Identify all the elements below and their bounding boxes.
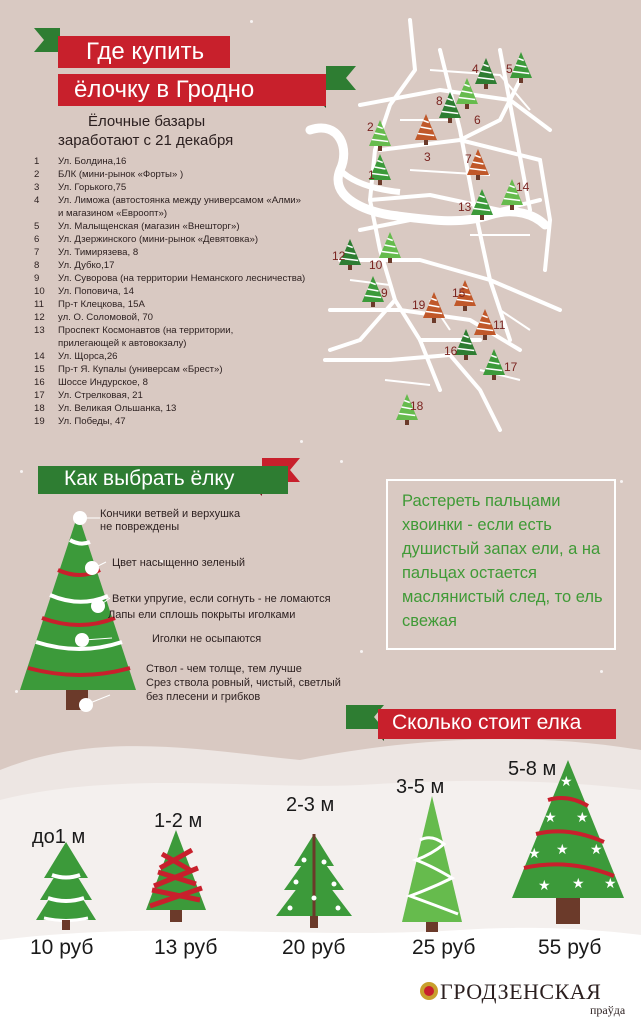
brand-sub: праўда xyxy=(590,1003,626,1017)
price-2: 13 руб xyxy=(154,936,218,959)
map-number: 16 xyxy=(444,344,458,358)
size-label-3: 2-3 м xyxy=(286,794,335,816)
market-number: 4 xyxy=(34,195,40,206)
market-address: Ул. Победы, 47 xyxy=(58,416,126,427)
brand-name: ГРОДЗЕНСКАЯ xyxy=(440,979,602,1004)
svg-text:★: ★ xyxy=(572,876,585,892)
market-address: прилегающей к автовокзалу) xyxy=(58,338,187,349)
map-number: 6 xyxy=(474,113,481,127)
map-number: 7 xyxy=(465,152,472,166)
map-number: 8 xyxy=(436,94,443,108)
map-number: 12 xyxy=(332,249,346,263)
market-address: Ул. Щорса,26 xyxy=(58,351,118,362)
tip-text: Срез ствола ровный, чистый, светлый xyxy=(146,677,341,689)
market-address: Ул. Дзержинского (мини-рынок «Девятовка») xyxy=(58,234,259,245)
market-address: Проспект Космонавтов (на территории, xyxy=(58,325,234,336)
map-tree-icon xyxy=(471,189,493,220)
subtitle-line1: Ёлочные базары xyxy=(88,113,206,130)
price-5: 55 руб xyxy=(538,936,602,959)
tip-text: Иголки не осыпаются xyxy=(152,633,262,645)
svg-text:★: ★ xyxy=(576,810,589,826)
choose-title: Как выбрать ёлку xyxy=(64,467,235,490)
market-number: 11 xyxy=(34,299,44,310)
map-number: 1 xyxy=(368,168,375,182)
tree-stars-icon xyxy=(512,760,624,924)
map-number: 4 xyxy=(472,62,479,76)
size-label-2: 1-2 м xyxy=(154,810,203,832)
map-number: 9 xyxy=(381,286,388,300)
tree-small-icon xyxy=(36,842,96,930)
tip-text: Цвет насыщенно зеленый xyxy=(112,557,246,569)
svg-text:★: ★ xyxy=(604,876,617,892)
map-number: 10 xyxy=(369,258,383,272)
price-title: Сколько стоит елка xyxy=(392,711,582,734)
svg-text:★: ★ xyxy=(560,774,573,790)
subtitle-line2: заработают с 21 декабря xyxy=(58,132,234,149)
tree-striped-icon xyxy=(146,830,206,922)
size-label-4: 3-5 м xyxy=(396,776,445,798)
map-tree-icon xyxy=(423,292,445,323)
market-number: 19 xyxy=(34,416,45,427)
market-address: Ул. Стрелковая, 21 xyxy=(58,390,143,401)
market-number: 17 xyxy=(34,390,45,401)
size-label-1: до1 м xyxy=(32,826,86,848)
tree-layered-icon xyxy=(276,834,352,928)
market-address: Ул. Великая Ольшанка, 13 xyxy=(58,403,177,414)
market-address: Ул. Поповича, 14 xyxy=(58,286,134,297)
svg-text:★: ★ xyxy=(590,842,603,858)
market-address: Ул. Малыщенская (магазин «Внешторг») xyxy=(58,221,240,232)
map-tree-icon xyxy=(456,78,478,109)
snow-dot xyxy=(360,650,363,653)
market-number: 12 xyxy=(34,312,45,323)
size-label-5: 5-8 м xyxy=(508,758,557,780)
map-tree-markers xyxy=(0,0,641,450)
map-tree-icon xyxy=(483,349,505,380)
map-number: 18 xyxy=(410,399,424,413)
market-number: 2 xyxy=(34,169,40,180)
market-address: Ул. Суворова (на территории Неманского лесничества) xyxy=(58,273,306,284)
map-number: 11 xyxy=(493,318,506,332)
snow-dot xyxy=(600,670,603,673)
freshness-text: Растереть пальцами хвоинки - если есть душистый запах ели, а на пальцах остается маслянистый след, то ель свежая xyxy=(402,492,603,630)
map-number: 3 xyxy=(424,150,431,164)
tip-text: не повреждены xyxy=(100,521,180,533)
page-title-line1: Где купить xyxy=(86,38,205,65)
tip-text: без плесени и грибков xyxy=(146,691,261,703)
market-number: 18 xyxy=(34,403,45,414)
map-number: 17 xyxy=(504,360,518,374)
page-title-line2: ёлочку в Гродно xyxy=(74,76,255,103)
market-number: 5 xyxy=(34,221,40,232)
brand-logo-icon xyxy=(418,980,440,1002)
market-number: 6 xyxy=(34,234,40,245)
market-number: 10 xyxy=(34,286,45,297)
map-number: 13 xyxy=(458,200,472,214)
svg-text:★: ★ xyxy=(544,810,557,826)
map-tree-icon xyxy=(415,114,437,145)
tip-text: Ствол - чем толще, тем лучше xyxy=(146,663,302,675)
market-number: 16 xyxy=(34,377,45,388)
market-number: 8 xyxy=(34,260,40,271)
market-address: Ул. Лиможа (автостоянка между универсамом «Алми» xyxy=(58,195,302,206)
map-number: 14 xyxy=(516,180,530,194)
market-address: и магазином «Евроопт») xyxy=(58,208,168,219)
price-1: 10 руб xyxy=(30,936,94,959)
price-3: 20 руб xyxy=(282,936,346,959)
market-number: 14 xyxy=(34,351,45,362)
map-number: 2 xyxy=(367,120,374,134)
map-tree-icon xyxy=(510,52,532,83)
market-address: Ул. Тимирязева, 8 xyxy=(58,247,139,258)
market-number: 3 xyxy=(34,182,40,193)
market-number: 9 xyxy=(34,273,40,284)
market-address: Ул. Дубко,17 xyxy=(58,260,115,271)
tip-text: Ветки упругие, если согнуть - не ломаются xyxy=(112,593,331,605)
market-address: Ул. Горького,75 xyxy=(58,182,127,193)
map-number: 19 xyxy=(412,298,426,312)
market-address: Шоссе Индурское, 8 xyxy=(58,377,148,388)
market-address: Ул. Болдина,16 xyxy=(58,156,127,167)
market-number: 15 xyxy=(34,364,45,375)
map-tree-icon xyxy=(455,329,477,360)
market-number: 1 xyxy=(34,156,40,167)
market-number: 7 xyxy=(34,247,40,258)
market-address: Пр-т Я. Купалы (универсам «Брест») xyxy=(58,364,223,375)
market-address: ул. О. Соломовой, 70 xyxy=(58,312,154,323)
map-number: 5 xyxy=(506,62,513,76)
market-address: БЛК (мини-рынок «Форты» ) xyxy=(58,169,184,180)
svg-text:★: ★ xyxy=(556,842,569,858)
market-number: 13 xyxy=(34,325,45,336)
svg-text:★: ★ xyxy=(538,878,551,894)
svg-text:★: ★ xyxy=(528,846,541,862)
market-address: Пр-т Клецкова, 15А xyxy=(58,299,145,310)
price-4: 25 руб xyxy=(412,936,476,959)
tip-text: Лапы ели сплошь покрыты иголками xyxy=(108,609,296,621)
tree-cone-icon xyxy=(402,796,462,932)
map-number: 15 xyxy=(452,286,466,300)
tip-text: Кончики ветвей и верхушка xyxy=(100,508,241,520)
